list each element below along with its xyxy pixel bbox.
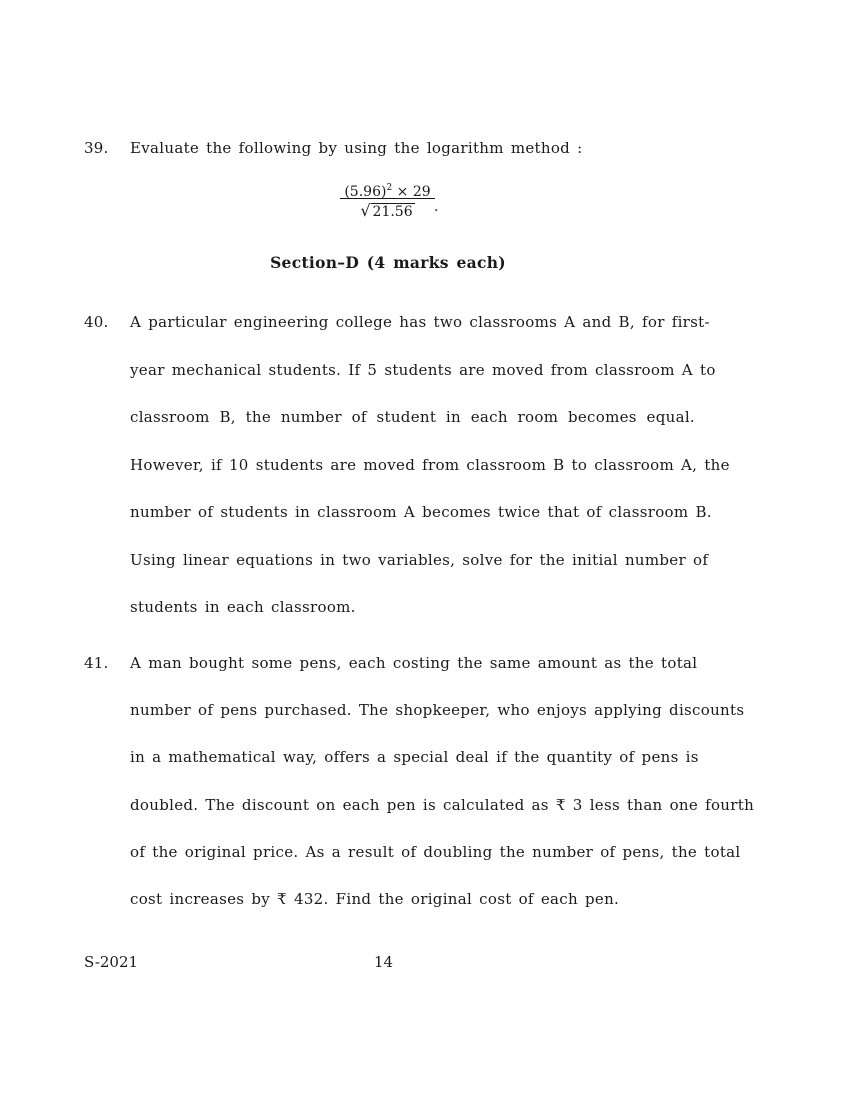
logarithm-expression: [340, 178, 435, 221]
question-41-line: number of pens purchased. The shopkeeper, who enjoys applying discounts: [130, 701, 745, 719]
question-40-line: students in each classroom.: [130, 598, 356, 616]
question-41-line: in a mathematical way, offers a special deal if the quantity of pens is: [130, 748, 699, 766]
question-41-line: of the original price. As a result of doubling the number of pens, the total: [130, 843, 741, 861]
section-d-heading: Section–D (4 marks each): [270, 253, 506, 272]
paper-code: S-2021: [84, 953, 139, 971]
question-40-line: However, if 10 students are moved from classroom B to classroom A, the: [130, 456, 730, 474]
numerator-base: (5.96): [344, 184, 387, 200]
question-41-number: 41.: [84, 654, 109, 672]
question-40-line: number of students in classroom A becomes twice that of classroom B.: [130, 503, 712, 521]
question-40-line: year mechanical students. If 5 students are moved from classroom A to: [130, 361, 716, 379]
denominator-radicand: 21.56: [372, 204, 413, 220]
question-41-line: A man bought some pens, each costing the same amount as the total: [130, 654, 698, 672]
question-40-line: A particular engineering college has two classrooms A and B, for first-: [130, 313, 710, 331]
page-number: 14: [374, 953, 394, 971]
numerator-multiplier: × 29: [396, 184, 431, 200]
question-41-line: doubled. The discount on each pen is calculated as ₹ 3 less than one fourth: [130, 796, 755, 814]
question-40-line: Using linear equations in two variables, solve for the initial number of: [130, 551, 709, 569]
expression-numerator: [340, 178, 435, 199]
question-39-text: Evaluate the following by using the logarithm method :: [130, 139, 583, 157]
numerator-exponent: 2: [386, 183, 393, 193]
question-40-number: 40.: [84, 313, 109, 331]
question-41-line: cost increases by ₹ 432. Find the original cost of each pen.: [130, 890, 620, 908]
question-39-number: 39.: [84, 139, 109, 157]
expression-period: .: [434, 199, 439, 215]
question-40-line: classroom B, the number of student in each room becomes equal.: [130, 408, 695, 426]
square-root-icon: √: [360, 201, 371, 220]
expression-denominator: [340, 199, 435, 221]
